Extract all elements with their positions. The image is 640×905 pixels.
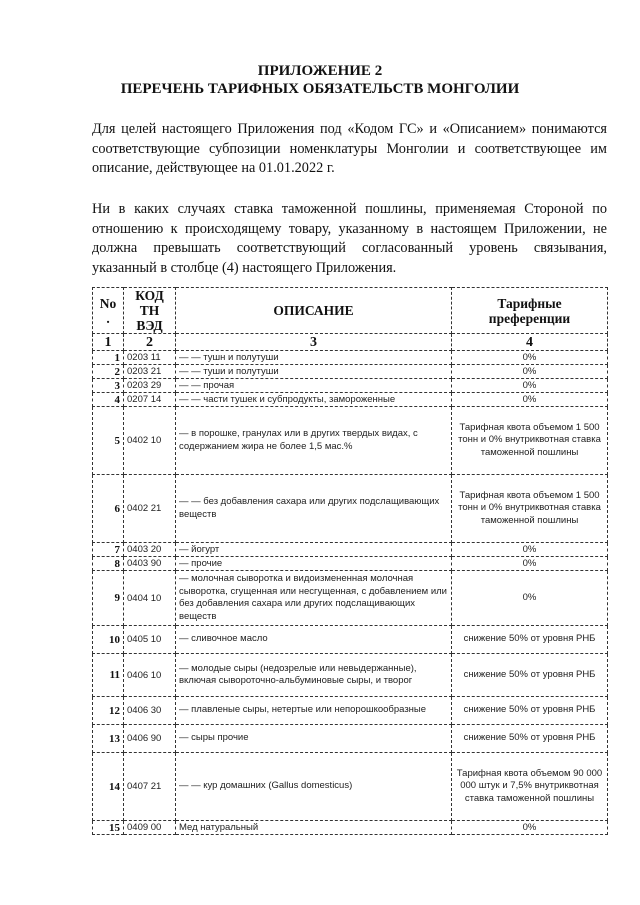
row-preference: 0%: [452, 571, 608, 626]
column-number-row: [93, 334, 608, 351]
list-title: ПЕРЕЧЕНЬ ТАРИФНЫХ ОБЯЗАТЕЛЬСТВ МОНГОЛИИ: [120, 81, 520, 97]
appendix-title: ПРИЛОЖЕНИЕ 2: [257, 63, 383, 79]
row-code: 0404 10: [124, 571, 176, 626]
row-code: 0203 29: [124, 379, 176, 393]
table-row: [93, 821, 608, 835]
table-row: [93, 626, 608, 654]
table-row: [93, 393, 608, 407]
row-number: 5: [93, 407, 124, 475]
row-number: 9: [93, 571, 124, 626]
row-number: 3: [93, 379, 124, 393]
row-description: — в порошке, гранулах или в других твердых видах, с содержанием жира не более 1,5 мас.%: [176, 407, 452, 475]
row-description: — сливочное масло: [176, 626, 452, 654]
row-description: — — прочая: [176, 379, 452, 393]
row-number: 8: [93, 557, 124, 571]
row-number: 6: [93, 475, 124, 543]
tariff-table: [92, 287, 608, 835]
row-code: 0402 21: [124, 475, 176, 543]
row-preference: снижение 50% от уровня РНБ: [452, 697, 608, 725]
row-number: 2: [93, 365, 124, 379]
row-code: 0203 21: [124, 365, 176, 379]
row-preference: Тарифная квота объемом 1 500 тонн и 0% внутриквотная ставка таможенной пошлины: [452, 475, 608, 543]
row-number: 13: [93, 725, 124, 753]
row-number: 14: [93, 753, 124, 821]
column-number: 4: [452, 334, 608, 351]
row-preference: 0%: [452, 379, 608, 393]
row-description: — молодые сыры (недозрелые или невыдержанные), включая сывороточно-альбуминовые сыры, и творог: [176, 654, 452, 697]
row-preference: Тарифная квота объемом 1 500 тонн и 0% внутриквотная ставка таможенной пошлины: [452, 407, 608, 475]
row-code: 0403 20: [124, 543, 176, 557]
row-code: 0403 90: [124, 557, 176, 571]
row-number: 1: [93, 351, 124, 365]
header-preference: Тарифные преференции: [452, 288, 608, 334]
row-code: 0407 21: [124, 753, 176, 821]
header-description: ОПИСАНИЕ: [176, 288, 452, 334]
rule-paragraph: Ни в каких случаях ставка таможенной пошлины, применяемая Стороной по отношению к происходящему товару, указанному в настоящем Приложении, не должна превышать соответствующий согласованный уровень связывания, указанный в столбце (4) настоящего Приложения.: [92, 201, 607, 276]
row-description: — — части тушек и субпродукты, замороженные: [176, 393, 452, 407]
row-code: 0405 10: [124, 626, 176, 654]
row-number: 15: [93, 821, 124, 835]
table-row: [93, 475, 608, 543]
row-preference: Тарифная квота объемом 90 000 000 штук и 7,5% внутриквотная ставка таможенной пошлины: [452, 753, 608, 821]
row-preference: 0%: [452, 543, 608, 557]
row-description: Мед натуральный: [176, 821, 452, 835]
table-row: [93, 557, 608, 571]
table-row: [93, 543, 608, 557]
row-number: 11: [93, 654, 124, 697]
table-row: [93, 725, 608, 753]
intro-paragraph: Для целей настоящего Приложения под «Кодом ГС» и «Описанием» понимаются соответствующие субпозиции номенклатуры Монголии и соответствующее им описание, действующее на 01.01.2022 г.: [92, 121, 607, 176]
row-description: — — туши и полутуши: [176, 365, 452, 379]
row-description: — прочие: [176, 557, 452, 571]
table-header-row: [93, 288, 608, 334]
row-preference: 0%: [452, 821, 608, 835]
row-code: 0406 30: [124, 697, 176, 725]
row-preference: 0%: [452, 557, 608, 571]
row-preference: снижение 50% от уровня РНБ: [452, 626, 608, 654]
row-description: — молочная сыворотка и видоизмененная молочная сыворотка, сгущенная или несгущенная, с добавлением или без добавления сахара или других подслащивающих веществ: [176, 571, 452, 626]
row-description: — — без добавления сахара или других подслащивающих веществ: [176, 475, 452, 543]
row-preference: 0%: [452, 393, 608, 407]
row-code: 0207 14: [124, 393, 176, 407]
row-number: 7: [93, 543, 124, 557]
column-number: 1: [93, 334, 124, 351]
header-code: КОД ТН ВЭД: [124, 288, 176, 334]
row-code: 0203 11: [124, 351, 176, 365]
table-row: [93, 379, 608, 393]
row-code: 0406 10: [124, 654, 176, 697]
row-description: — — кур домашних (Gallus domesticus): [176, 753, 452, 821]
row-number: 10: [93, 626, 124, 654]
table-row: [93, 351, 608, 365]
row-number: 12: [93, 697, 124, 725]
table-row: [93, 654, 608, 697]
table-row: [93, 365, 608, 379]
row-code: 0409 00: [124, 821, 176, 835]
row-description: — плавленые сыры, нетертые или непорошкообразные: [176, 697, 452, 725]
row-preference: снижение 50% от уровня РНБ: [452, 725, 608, 753]
row-preference: 0%: [452, 351, 608, 365]
table-row: [93, 753, 608, 821]
table-row: [93, 407, 608, 475]
table-row: [93, 697, 608, 725]
row-number: 4: [93, 393, 124, 407]
row-description: — йогурт: [176, 543, 452, 557]
column-number: 2: [124, 334, 176, 351]
table-row: [93, 571, 608, 626]
row-code: 0406 90: [124, 725, 176, 753]
row-description: — сыры прочие: [176, 725, 452, 753]
row-code: 0402 10: [124, 407, 176, 475]
column-number: 3: [176, 334, 452, 351]
header-no: No .: [93, 288, 124, 334]
row-preference: 0%: [452, 365, 608, 379]
row-description: — — тушн и полутуши: [176, 351, 452, 365]
row-preference: снижение 50% от уровня РНБ: [452, 654, 608, 697]
